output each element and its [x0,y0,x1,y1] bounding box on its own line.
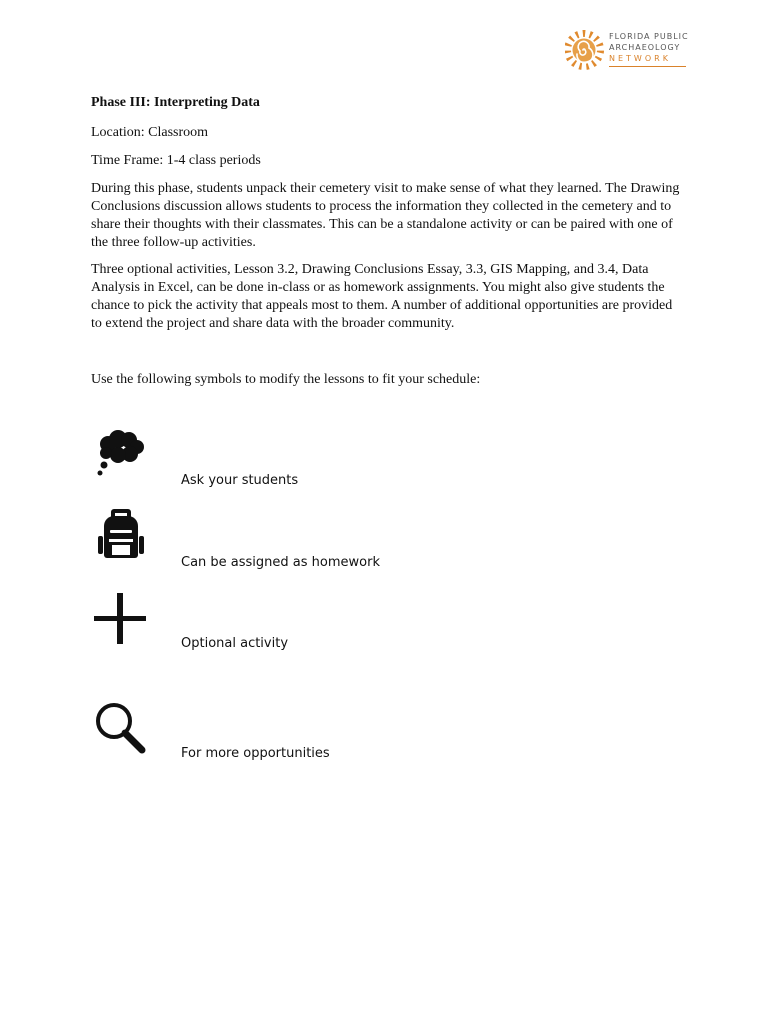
logo-underline [609,66,686,67]
logo-line-1: FLORIDA PUBLIC [609,32,689,41]
sun-spiral-logo-icon [565,28,605,72]
page-title: Phase III: Interpreting Data [91,95,260,110]
plus-icon [94,590,148,644]
symbol-label-ask-students: Ask your students [181,473,299,488]
symbol-label-more-opportunities: For more opportunities [181,746,330,761]
florida-public-archaeology-network-logo [565,28,690,76]
logo-line-2: ARCHAEOLOGY [609,43,681,52]
backpack-icon [94,506,148,560]
activities-paragraph: Three optional activities, Lesson 3.2, Drawing Conclusions Essay, 3.3, GIS Mapping, and 3.4, Data Analysis in Excel, can be done in-class or as homework assignments. You might also give students the chance to pick the activity that appeals most to them. A number of additional opportunities are provided to extend the project and share data with the broader community. [91,262,673,331]
symbol-label-optional: Optional activity [181,636,289,651]
symbols-intro-text: Use the following symbols to modify the lessons to fit your schedule: [91,372,481,387]
location-line: Location: Classroom [91,125,209,140]
time-frame-line: Time Frame: 1-4 class periods [91,153,261,168]
magnifying-glass-icon [94,700,148,754]
logo-line-3: NETWORK [609,54,671,63]
intro-paragraph: During this phase, students unpack their cemetery visit to make sense of what they learned. The Drawing Conclusions discussion allows students to process the information they collected in the cemetery and to share their thoughts with their classmates. This can be a standalone activity or can be paired with one of the three follow-up activities. [91,181,680,250]
symbol-label-homework: Can be assigned as homework [181,555,380,570]
logo-wordmark [609,31,689,64]
thought-bubble-icon [94,428,148,482]
